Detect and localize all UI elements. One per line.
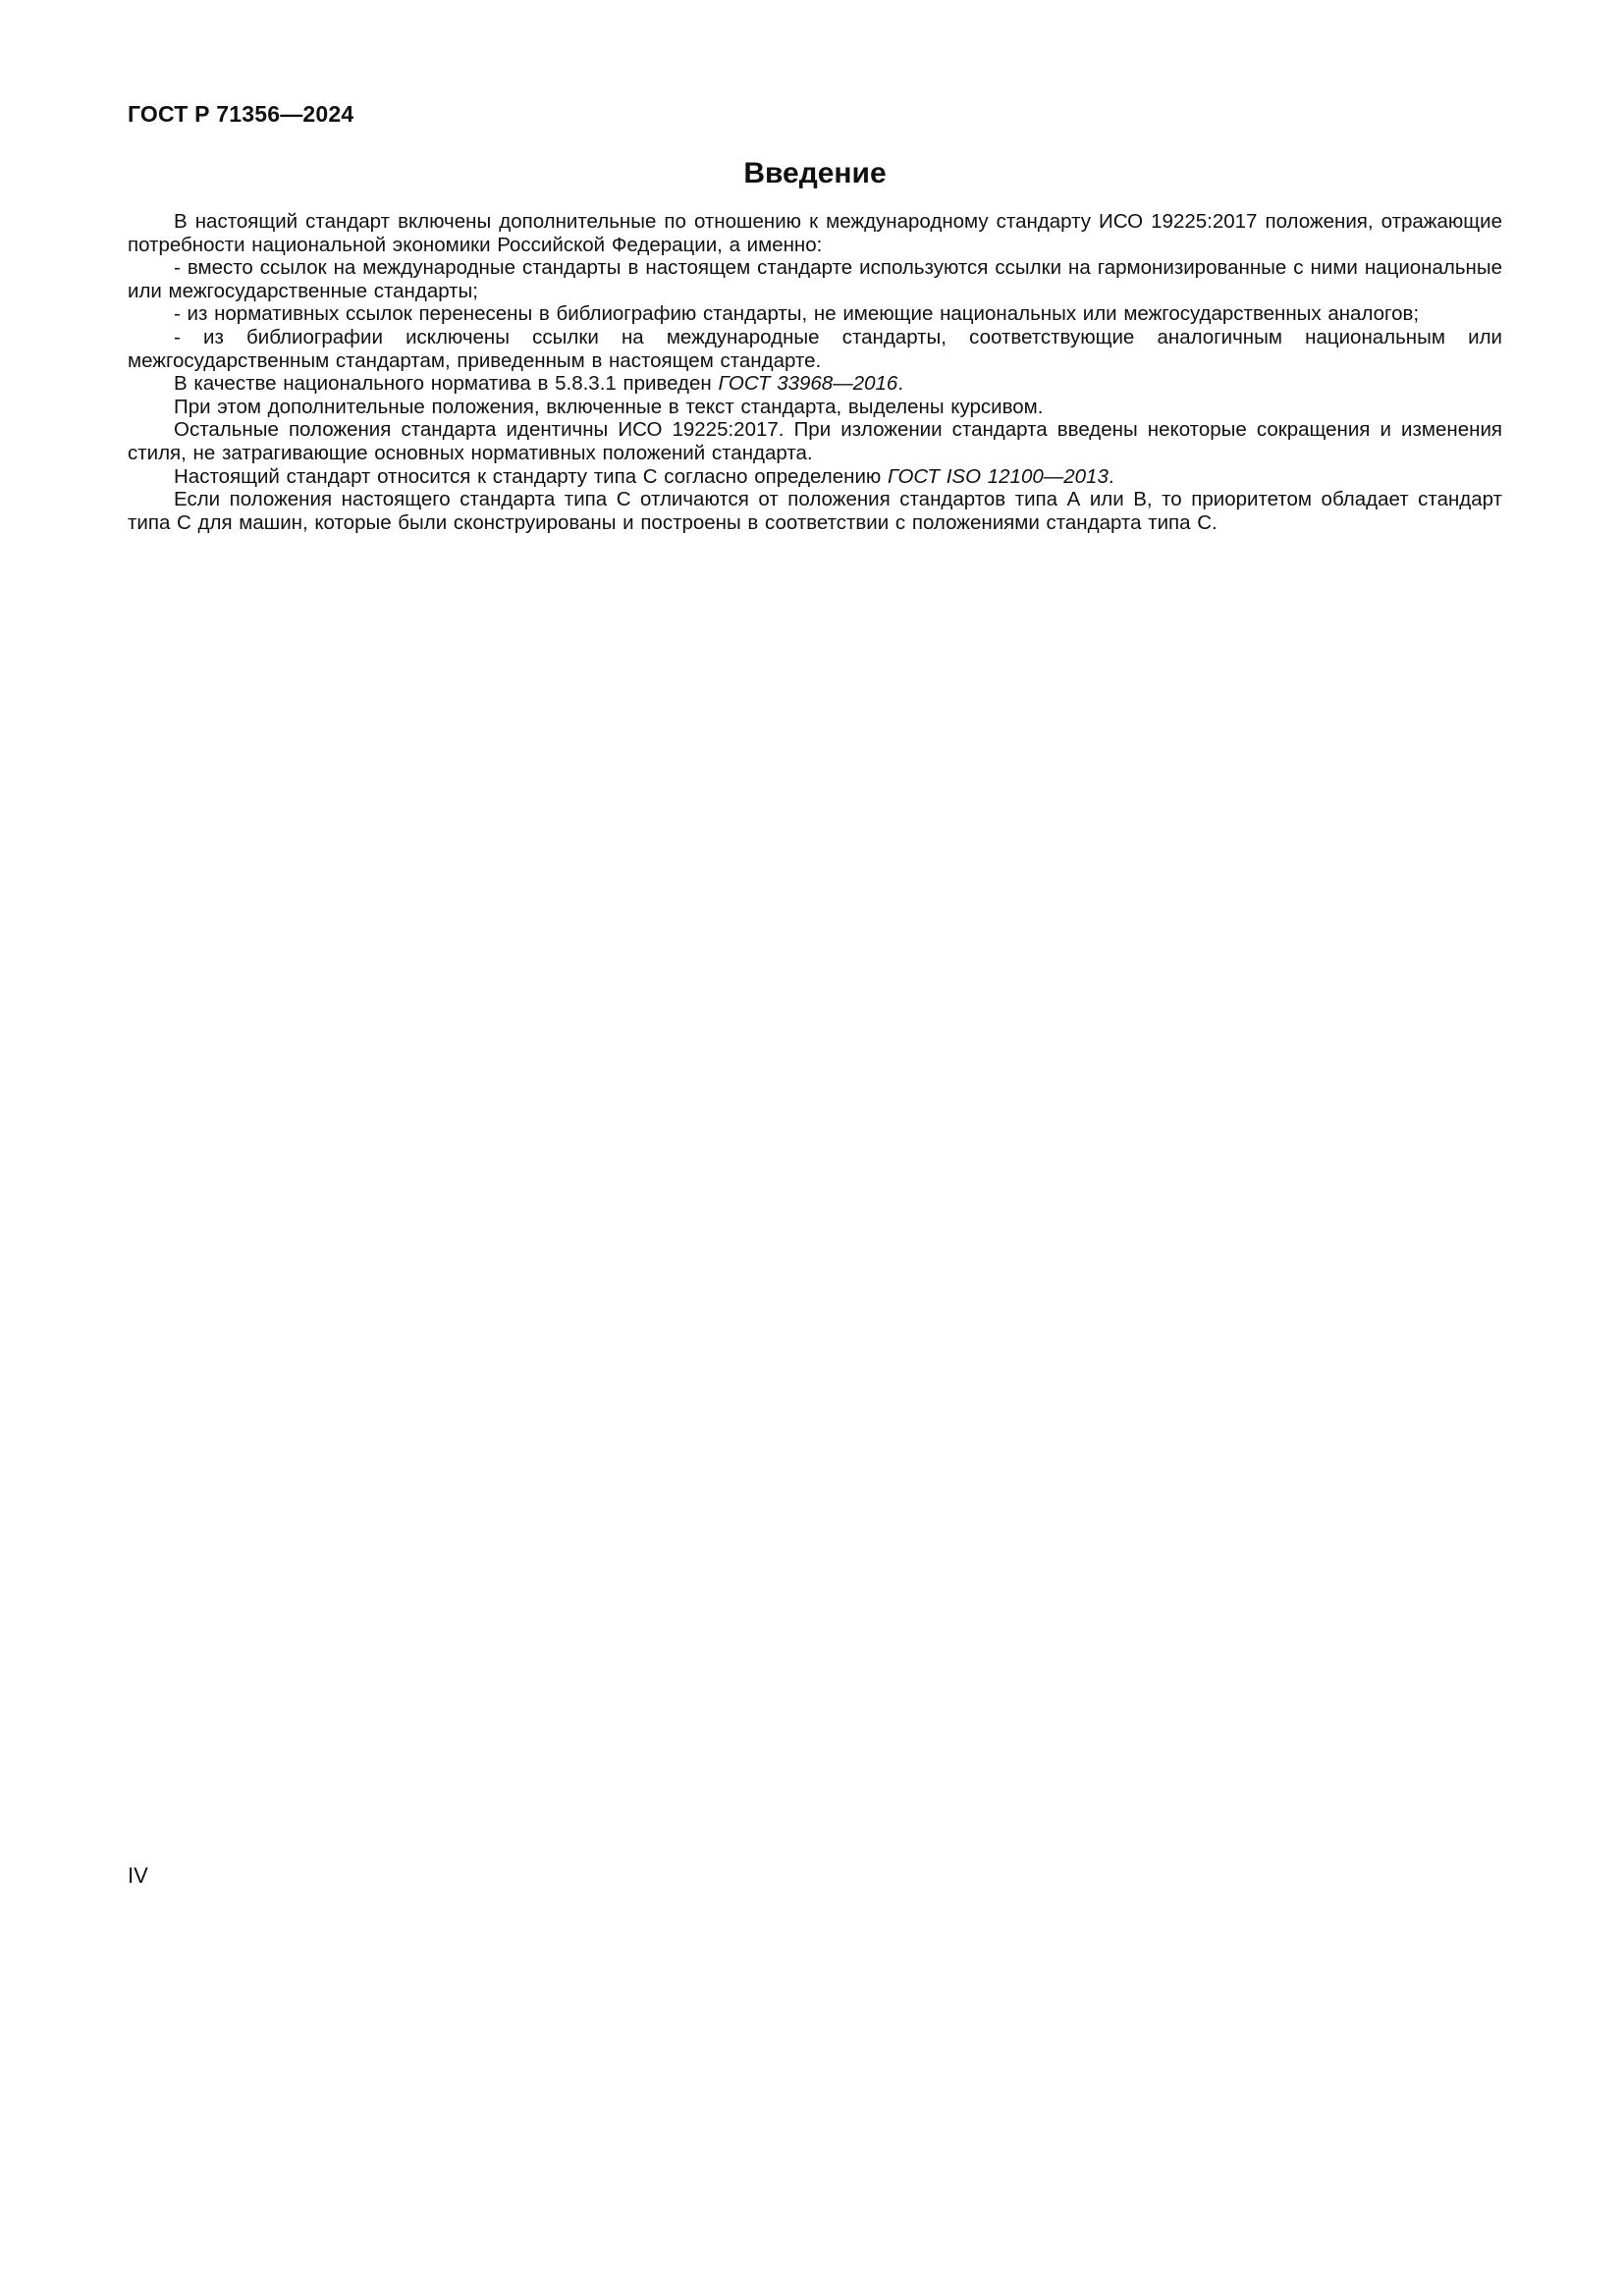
gost-iso-12100-reference: ГОСТ ISO 12100—2013 [887, 464, 1109, 488]
paragraph-2: - вместо ссылок на международные стандарты в настоящем стандарте используются ссылки на гармонизированные с ними национальные или межгосударственные стандарты; [128, 256, 1502, 302]
section-title: Введение [743, 157, 887, 189]
paragraph-5-text: В качестве национального норматива в 5.8.3.1 приведен [174, 372, 719, 396]
body-text [128, 210, 1502, 534]
paragraph-5-period: . [897, 372, 904, 396]
page-number: IV [128, 1863, 148, 1888]
paragraph-7: Остальные положения стандарта идентичны ИСО 19225:2017. При изложении стандарта введены некоторые сокращения и изменения стиля, не затрагивающие основных нормативных положений стандарта. [128, 418, 1502, 464]
paragraph-5 [128, 372, 1502, 396]
gost-33968-reference: ГОСТ 33968—2016 [718, 372, 898, 396]
paragraph-8-text: Настоящий стандарт относится к стандарту типа С согласно определению [174, 464, 888, 488]
paragraph-8 [128, 465, 1502, 489]
paragraph-4: - из библиографии исключены ссылки на международные стандарты, соответствующие аналогичным национальным или межгосударственным стандартам, приведенным в настоящем стандарте. [128, 325, 1502, 372]
paragraph-9: Если положения настоящего стандарта типа С отличаются от положения стандартов типа А или В, то приоритетом обладает стандарт типа С для машин, которые были сконструированы и построены в соответствии с положениями стандарта типа С. [128, 488, 1502, 534]
paragraph-3: - из нормативных ссылок перенесены в библиографию стандарты, не имеющие национальных или межгосударственных аналогов; [174, 302, 1420, 326]
doc-number: ГОСТ Р 71356—2024 [128, 101, 354, 127]
page-header [128, 101, 1502, 128]
paragraph-1: В настоящий стандарт включены дополнительные по отношению к международному стандарту ИСО 19225:2017 положения, отражающие потребности национальной экономики Российской Федерации, а именно: [128, 210, 1502, 256]
paragraph-8-period: . [1108, 464, 1114, 488]
paragraph-6: При этом дополнительные положения, включенные в текст стандарта, выделены курсивом. [174, 395, 1044, 418]
